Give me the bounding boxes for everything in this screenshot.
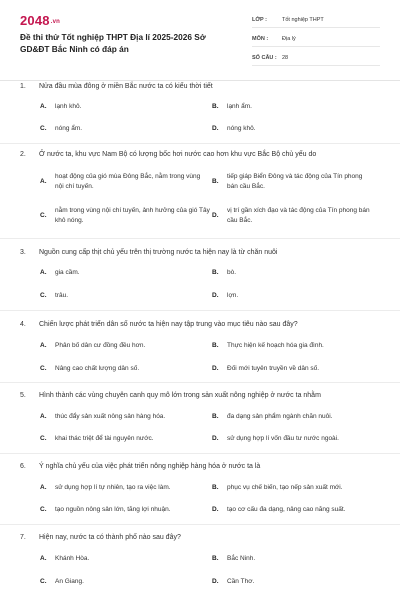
option-b[interactable] — [212, 412, 377, 422]
option-text: Thực hiện kế hoạch hóa gia đình. — [227, 342, 324, 349]
question-1 — [20, 82, 380, 144]
option-c[interactable] — [40, 206, 210, 226]
question-number: 1. — [20, 83, 26, 90]
option-letter: D. — [212, 365, 219, 372]
option-text: sử dụng hợp lí vốn đầu tư nước ngoài. — [227, 435, 339, 442]
option-text: vị trí gần xích đạo và tác động của Tín phong bán cầu Bắc. — [227, 207, 370, 224]
option-letter: D. — [212, 125, 219, 132]
meta-row-count — [252, 50, 380, 66]
logo-suffix: .vn — [50, 19, 61, 25]
question-5 — [20, 391, 380, 453]
meta-value-class: Tốt nghiệp THPT — [282, 16, 324, 23]
question-separator — [0, 453, 400, 454]
option-text: nằm trong vùng nội chí tuyến, ảnh hưởng của gió Tây khô nóng. — [55, 207, 210, 224]
question-number: 6. — [20, 463, 26, 470]
option-text: gia cầm. — [55, 269, 80, 276]
option-text: Phân bố dân cư đồng đều hơn. — [55, 342, 146, 349]
option-letter: B. — [212, 269, 219, 276]
question-text: Nửa đầu mùa đông ở miền Bắc nước ta có kiểu thời tiết — [39, 83, 213, 90]
option-b[interactable] — [212, 102, 372, 112]
option-c[interactable] — [40, 434, 210, 444]
option-letter: B. — [212, 178, 219, 185]
option-letter: D. — [212, 212, 219, 219]
option-a[interactable] — [40, 102, 190, 112]
question-number: 4. — [20, 321, 26, 328]
option-a[interactable] — [40, 268, 190, 278]
question-3 — [20, 248, 380, 310]
meta-value-count: 28 — [282, 54, 289, 61]
question-text: Ý nghĩa chủ yếu của việc phát triển nông nghiệp hàng hóa ở nước ta là — [39, 463, 261, 470]
option-text: bò. — [227, 269, 237, 276]
option-text: khai thác triệt để tài nguyên nước. — [55, 435, 154, 442]
option-c[interactable] — [40, 577, 190, 587]
option-b[interactable] — [212, 554, 372, 564]
header-divider — [0, 80, 400, 81]
option-text: tạo cơ cấu đa dạng, nâng cao năng suất. — [227, 506, 346, 513]
question-text: Chiến lược phát triển dân số nước ta hiện nay tập trung vào mục tiêu nào sau đây? — [39, 321, 298, 328]
option-text: sử dụng hợp lí tự nhiên, tạo ra việc làm. — [55, 484, 171, 491]
option-letter: D. — [212, 435, 219, 442]
question-separator — [0, 524, 400, 525]
option-text: nóng khô. — [227, 125, 256, 132]
option-letter: A. — [40, 269, 47, 276]
question-text: Hình thành các vùng chuyên canh quy mô lớn trong sản xuất nông nghiệp ở nước ta nhằm — [39, 392, 321, 399]
option-letter: C. — [40, 212, 47, 219]
option-letter: B. — [212, 413, 219, 420]
option-c[interactable] — [40, 505, 210, 515]
option-letter: A. — [40, 103, 47, 110]
question-number: 2. — [20, 151, 26, 158]
option-text: lạnh khô. — [55, 103, 82, 110]
option-letter: C. — [40, 506, 47, 513]
option-text: Cần Thơ. — [227, 578, 255, 585]
option-d[interactable] — [212, 206, 372, 226]
option-letter: A. — [40, 342, 47, 349]
question-7 — [20, 533, 380, 595]
option-letter: B. — [212, 342, 219, 349]
option-a[interactable] — [40, 412, 210, 422]
option-text: An Giang. — [55, 578, 84, 585]
option-text: tiếp giáp Biển Đông và tác động của Tín phong bán cầu Bắc. — [227, 173, 363, 190]
question-6 — [20, 462, 380, 524]
meta-key-class: LỚP : — [252, 16, 267, 23]
option-text: đa dạng sản phẩm ngành chăn nuôi. — [227, 413, 333, 420]
option-b[interactable] — [212, 172, 372, 192]
option-b[interactable] — [212, 483, 380, 493]
option-text: Bắc Ninh. — [227, 555, 256, 562]
option-text: trâu. — [55, 292, 69, 299]
option-a[interactable] — [40, 172, 210, 192]
question-separator — [0, 238, 400, 239]
option-letter: C. — [40, 435, 47, 442]
question-4 — [20, 320, 380, 382]
option-text: lợn. — [227, 292, 239, 299]
option-text: lạnh ẩm. — [227, 103, 252, 110]
option-text: nóng ẩm. — [55, 125, 83, 132]
option-letter: C. — [40, 578, 47, 585]
question-text: Ở nước ta, khu vực Nam Bộ có lượng bốc hơi nước cao hơn khu vực Bắc Bộ chủ yếu do — [39, 151, 317, 158]
exam-header — [0, 0, 400, 72]
question-separator — [0, 382, 400, 383]
option-d[interactable] — [212, 291, 372, 301]
question-number: 5. — [20, 392, 26, 399]
question-2 — [20, 150, 380, 240]
option-letter: C. — [40, 365, 47, 372]
option-c[interactable] — [40, 291, 190, 301]
option-d[interactable] — [212, 434, 377, 444]
option-text: Khánh Hòa. — [55, 555, 90, 562]
option-text: Nâng cao chất lượng dân số. — [55, 365, 140, 372]
option-d[interactable] — [212, 577, 372, 587]
meta-key-count: SỐ CÂU : — [252, 54, 277, 61]
question-text: Hiện nay, nước ta có thành phố nào sau đây? — [39, 534, 181, 541]
option-letter: B. — [212, 484, 219, 491]
option-b[interactable] — [212, 268, 372, 278]
question-number: 3. — [20, 249, 26, 256]
question-text: Nguồn cung cấp thịt chủ yếu trên thị trường nước ta hiện nay là từ chăn nuôi — [39, 249, 278, 256]
option-d[interactable] — [212, 364, 377, 374]
exam-title: Đề thi thử Tốt nghiệp THPT Địa lí 2025-2026 Sở GD&ĐT Bắc Ninh có đáp án — [20, 32, 206, 54]
option-letter: D. — [212, 292, 219, 299]
option-letter: A. — [40, 555, 47, 562]
option-text: Đối mới tuyên truyền về dân số. — [227, 365, 320, 372]
option-text: phục vụ chế biến, tạo nếp sản xuất mới. — [227, 484, 343, 491]
option-text: thúc đẩy sản xuất nông sản hàng hóa. — [55, 413, 166, 420]
site-logo[interactable] — [20, 13, 60, 28]
option-letter: A. — [40, 484, 47, 491]
meta-key-subject: MÔN : — [252, 35, 269, 42]
option-a[interactable] — [40, 341, 210, 351]
question-separator — [0, 310, 400, 311]
option-d[interactable] — [212, 505, 380, 515]
question-separator — [0, 143, 400, 144]
meta-row-class — [252, 12, 380, 28]
option-d[interactable] — [212, 124, 372, 134]
meta-row-subject — [252, 31, 380, 47]
option-a[interactable] — [40, 483, 210, 493]
option-letter: B. — [212, 103, 219, 110]
option-letter: A. — [40, 178, 47, 185]
exam-meta — [252, 12, 380, 69]
option-letter: D. — [212, 578, 219, 585]
option-letter: C. — [40, 292, 47, 299]
option-b[interactable] — [212, 341, 377, 351]
option-c[interactable] — [40, 124, 190, 134]
option-letter: A. — [40, 413, 47, 420]
logo-text: 2048 — [20, 13, 50, 28]
question-number: 7. — [20, 534, 26, 541]
option-c[interactable] — [40, 364, 210, 374]
option-letter: C. — [40, 125, 47, 132]
option-letter: B. — [212, 555, 219, 562]
option-text: hoạt động của gió mùa Đông Bắc, nằm trong vùng nội chí tuyến. — [55, 173, 201, 190]
option-a[interactable] — [40, 554, 190, 564]
option-text: tạo nguồn nông sản lớn, tăng lợi nhuận. — [55, 506, 171, 513]
meta-value-subject: Địa lý — [282, 35, 296, 42]
option-letter: D. — [212, 506, 219, 513]
